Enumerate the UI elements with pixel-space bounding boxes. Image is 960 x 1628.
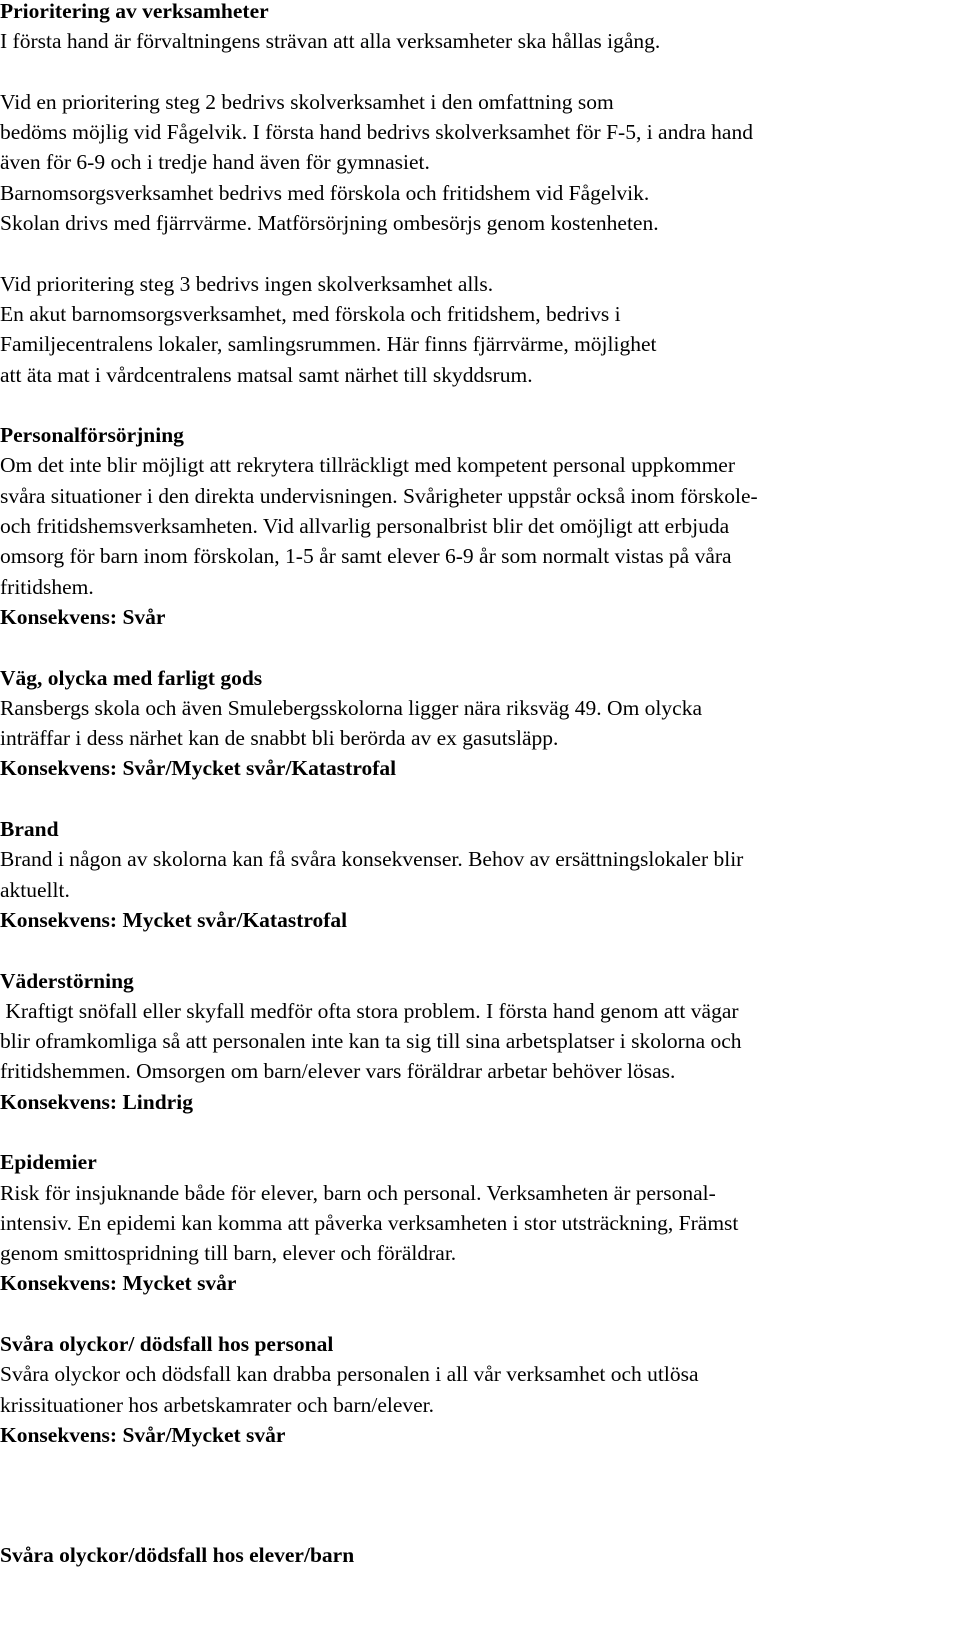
paragraph-line: Familjecentralens lokaler, samlingsrummen. Här finns fjärrvärme, möjlighet xyxy=(0,332,657,357)
paragraph-line: fritidshem. xyxy=(0,574,94,599)
paragraph-gap xyxy=(0,1299,940,1329)
section-heading: Svåra olyckor/dödsfall hos elever/barn xyxy=(0,1543,355,1568)
section-epidemier xyxy=(0,1147,940,1298)
consequence-label: Konsekvens: Lindrig xyxy=(0,1089,193,1114)
paragraph-gap xyxy=(0,238,940,268)
section-prioritering-steg-3 xyxy=(0,269,940,390)
section-vaderstorning xyxy=(0,966,940,1117)
paragraph-line: Ransbergs skola och även Smulebergsskolorna ligger nära riksväg 49. Om olycka xyxy=(0,695,702,720)
section-vag-olycka xyxy=(0,663,940,784)
paragraph-gap xyxy=(0,1450,940,1540)
paragraph-gap xyxy=(0,390,940,420)
paragraph-line: krissituationer hos arbetskamrater och barn/elever. xyxy=(0,1392,435,1417)
paragraph-line: inträffar i dess närhet kan de snabbt bli berörda av ex gasutsläpp. xyxy=(0,726,559,751)
paragraph-line: blir oframkomliga så att personalen inte kan ta sig till sina arbetsplatser i skolorna och xyxy=(0,1029,742,1054)
paragraph-line: Kraftigt snöfall eller skyfall medför ofta stora problem. I första hand genom att vägar xyxy=(0,998,739,1023)
paragraph-line: Om det inte blir möjligt att rekrytera tillräckligt med kompetent personal uppkommer xyxy=(0,453,735,478)
paragraph-line: Skolan drivs med fjärrvärme. Matförsörjning ombesörjs genom kostenheten. xyxy=(0,211,659,236)
paragraph-line: Brand i någon av skolorna kan få svåra konsekvenser. Behov av ersättningslokaler blir xyxy=(0,847,744,872)
consequence-label: Konsekvens: Mycket svår xyxy=(0,1271,237,1296)
section-olyckor-elever xyxy=(0,1540,940,1570)
paragraph-line: Risk för insjuknande både för elever, barn och personal. Verksamheten är personal- xyxy=(0,1180,716,1205)
consequence-label: Konsekvens: Mycket svår/Katastrofal xyxy=(0,907,348,932)
paragraph-gap xyxy=(0,935,940,965)
consequence-label: Konsekvens: Svår/Mycket svår xyxy=(0,1422,286,1447)
paragraph-line: Vid en prioritering steg 2 bedrivs skolverksamhet i den omfattning som xyxy=(0,89,614,114)
section-olyckor-personal xyxy=(0,1329,940,1450)
section-brand xyxy=(0,814,940,935)
paragraph-gap xyxy=(0,784,940,814)
section-heading: Personalförsörjning xyxy=(0,423,184,448)
paragraph-line: även för 6-9 och i tredje hand även för gymnasiet. xyxy=(0,150,430,175)
section-heading: Väg, olycka med farligt gods xyxy=(0,665,263,690)
paragraph-line: intensiv. En epidemi kan komma att påverka verksamheten i stor utsträckning, Främst xyxy=(0,1210,739,1235)
section-prioritering xyxy=(0,0,940,57)
consequence-label: Konsekvens: Svår xyxy=(0,604,166,629)
paragraph-gap xyxy=(0,57,940,87)
paragraph-line: Svåra olyckor och dödsfall kan drabba personalen i all vår verksamhet och utlösa xyxy=(0,1362,699,1387)
paragraph-line: Barnomsorgsverksamhet bedrivs med förskola och fritidshem vid Fågelvik. xyxy=(0,180,650,205)
paragraph-line: och fritidshemsverksamheten. Vid allvarlig personalbrist blir det omöjligt att erbjuda xyxy=(0,514,730,539)
section-heading: Epidemier xyxy=(0,1150,97,1175)
section-heading: Svåra olyckor/ dödsfall hos personal xyxy=(0,1332,334,1357)
consequence-label: Konsekvens: Svår/Mycket svår/Katastrofal xyxy=(0,756,397,781)
paragraph-line: aktuellt. xyxy=(0,877,70,902)
paragraph-line: I första hand är förvaltningens strävan att alla verksamheter ska hållas igång. xyxy=(0,29,661,54)
section-heading: Väderstörning xyxy=(0,968,134,993)
paragraph-line: Vid prioritering steg 3 bedrivs ingen skolverksamhet alls. xyxy=(0,271,494,296)
paragraph-line: genom smittospridning till barn, elever och föräldrar. xyxy=(0,1241,457,1266)
paragraph-line: En akut barnomsorgsverksamhet, med förskola och fritidshem, bedrivs i xyxy=(0,301,621,326)
paragraph-line: fritidshemmen. Omsorgen om barn/elever vars föräldrar arbetar behöver lösas. xyxy=(0,1059,676,1084)
paragraph-line: bedöms möjlig vid Fågelvik. I första hand bedrivs skolverksamhet för F-5, i andra hand xyxy=(0,120,753,145)
section-prioritering-steg-2 xyxy=(0,87,940,238)
paragraph-gap xyxy=(0,1117,940,1147)
section-personalforsorjning xyxy=(0,420,940,632)
paragraph-gap xyxy=(0,632,940,662)
paragraph-line: svåra situationer i den direkta undervisningen. Svårigheter uppstår också inom förskole- xyxy=(0,483,758,508)
paragraph-line: omsorg för barn inom förskolan, 1-5 år samt elever 6-9 år som normalt vistas på våra xyxy=(0,544,732,569)
paragraph-line: att äta mat i vårdcentralens matsal samt närhet till skyddsrum. xyxy=(0,362,533,387)
section-heading: Prioritering av verksamheter xyxy=(0,0,269,23)
section-heading: Brand xyxy=(0,817,59,842)
